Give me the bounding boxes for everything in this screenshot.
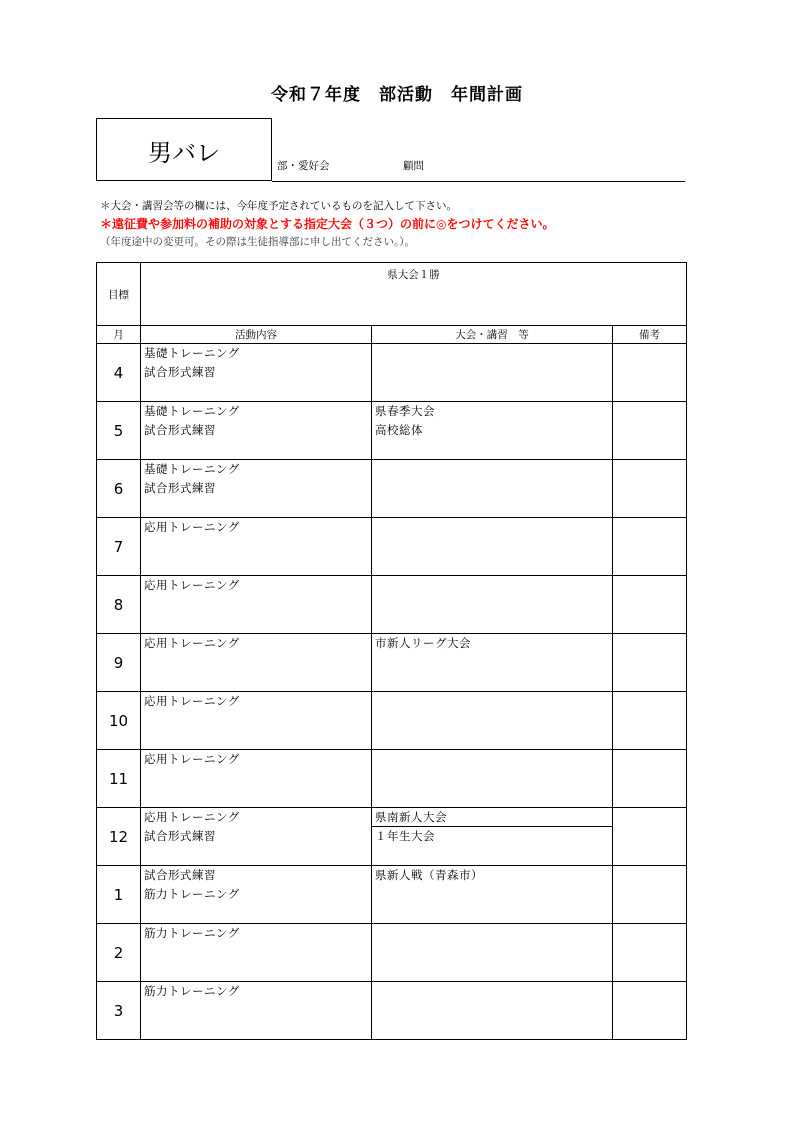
events-cell[interactable] (372, 750, 613, 808)
month-row (97, 866, 687, 924)
header-month: 月 (97, 326, 141, 344)
month-row (97, 518, 687, 576)
remarks-cell[interactable] (613, 866, 687, 924)
activity-item: 筋力トレーニング (144, 926, 240, 940)
month-row (97, 460, 687, 518)
remarks-cell[interactable] (613, 402, 687, 460)
activity-cell[interactable] (141, 750, 372, 808)
month-cell: 3 (97, 982, 141, 1040)
events-cell[interactable] (372, 576, 613, 634)
activity-item: 応用トレーニング (144, 520, 240, 534)
club-underline (272, 181, 685, 182)
month-row (97, 692, 687, 750)
remarks-cell[interactable] (613, 808, 687, 866)
remarks-cell[interactable] (613, 924, 687, 982)
remarks-cell[interactable] (613, 460, 687, 518)
remarks-cell[interactable] (613, 518, 687, 576)
month-cell: 8 (97, 576, 141, 634)
activity-cell[interactable] (141, 866, 372, 924)
activity-item: 試合形式練習 (144, 829, 216, 843)
activity-cell[interactable] (141, 344, 372, 402)
month-row (97, 634, 687, 692)
instruction-note-2: ＊遠征費や参加料の補助の対象とする指定大会（３つ）の前に◎をつけてください。 (100, 217, 555, 231)
event-item: 県春季大会 (375, 404, 435, 418)
events-cell[interactable] (372, 982, 613, 1040)
month-row (97, 808, 687, 866)
events-cell[interactable] (372, 518, 613, 576)
header-events: 大会・講習 等 (372, 326, 613, 344)
remarks-cell[interactable] (613, 634, 687, 692)
club-name-box[interactable] (96, 118, 272, 181)
month-cell: 6 (97, 460, 141, 518)
events-cell[interactable] (372, 808, 613, 866)
goal-row (97, 263, 687, 326)
activity-cell[interactable] (141, 460, 372, 518)
activity-cell[interactable] (141, 982, 372, 1040)
activity-cell[interactable] (141, 402, 372, 460)
instruction-note-3: （年度途中の変更可。その際は生徒指導部に申し出てください。）。 (100, 236, 415, 248)
events-cell[interactable] (372, 866, 613, 924)
month-cell: 11 (97, 750, 141, 808)
month-cell: 1 (97, 866, 141, 924)
activity-item: 応用トレーニング (144, 810, 240, 824)
month-row (97, 750, 687, 808)
events-cell[interactable] (372, 924, 613, 982)
goal-text[interactable]: 県大会１勝 (141, 263, 687, 326)
month-row (97, 402, 687, 460)
activity-item: 筋力トレーニング (144, 887, 240, 901)
events-cell[interactable] (372, 344, 613, 402)
activity-item: 試合形式練習 (144, 868, 216, 882)
page-title: 令和７年度 部活動 年間計画 (271, 85, 523, 105)
month-row (97, 982, 687, 1040)
club-type-label: 部・愛好会 (277, 160, 330, 172)
month-cell: 5 (97, 402, 141, 460)
activity-item: 試合形式練習 (144, 365, 216, 379)
activity-item: 試合形式練習 (144, 481, 216, 495)
header-activity: 活動内容 (141, 326, 372, 344)
month-row (97, 344, 687, 402)
goal-label: 目標 (97, 263, 141, 326)
activity-item: 筋力トレーニング (144, 984, 240, 998)
events-cell[interactable] (372, 460, 613, 518)
remarks-cell[interactable] (613, 750, 687, 808)
activity-item: 基礎トレーニング (144, 462, 240, 476)
activity-item: 応用トレーニング (144, 578, 240, 592)
instruction-note-1: ＊大会・講習会等の欄には、今年度予定されているものを記入して下さい。 (100, 200, 457, 212)
club-name: 男バレ (148, 139, 220, 167)
remarks-cell[interactable] (613, 982, 687, 1040)
month-cell: 4 (97, 344, 141, 402)
month-row (97, 576, 687, 634)
month-cell: 2 (97, 924, 141, 982)
remarks-cell[interactable] (613, 344, 687, 402)
activity-cell[interactable] (141, 634, 372, 692)
header-row (97, 326, 687, 344)
event-item: 高校総体 (375, 423, 423, 437)
event-item: 市新人リーグ大会 (375, 636, 471, 650)
activity-item: 基礎トレーニング (144, 346, 240, 360)
activity-cell[interactable] (141, 692, 372, 750)
activity-cell[interactable] (141, 576, 372, 634)
header-remarks: 備考 (613, 326, 687, 344)
remarks-cell[interactable] (613, 692, 687, 750)
event-item: 県新人戦（青森市） (375, 868, 483, 882)
month-cell: 10 (97, 692, 141, 750)
advisor-label: 顧問 (403, 160, 424, 172)
event-item: １年生大会 (375, 829, 435, 843)
event-item: 県南新人大会 (372, 808, 612, 827)
activity-item: 試合形式練習 (144, 423, 216, 437)
month-cell: 7 (97, 518, 141, 576)
activity-item: 応用トレーニング (144, 636, 240, 650)
month-cell: 9 (97, 634, 141, 692)
events-cell[interactable] (372, 402, 613, 460)
remarks-cell[interactable] (613, 576, 687, 634)
events-cell[interactable] (372, 692, 613, 750)
activity-item: 基礎トレーニング (144, 404, 240, 418)
annual-plan-table (96, 262, 687, 1040)
activity-cell[interactable] (141, 518, 372, 576)
activity-item: 応用トレーニング (144, 694, 240, 708)
events-cell[interactable] (372, 634, 613, 692)
activity-cell[interactable] (141, 808, 372, 866)
month-row (97, 924, 687, 982)
activity-item: 応用トレーニング (144, 752, 240, 766)
activity-cell[interactable] (141, 924, 372, 982)
month-cell: 12 (97, 808, 141, 866)
